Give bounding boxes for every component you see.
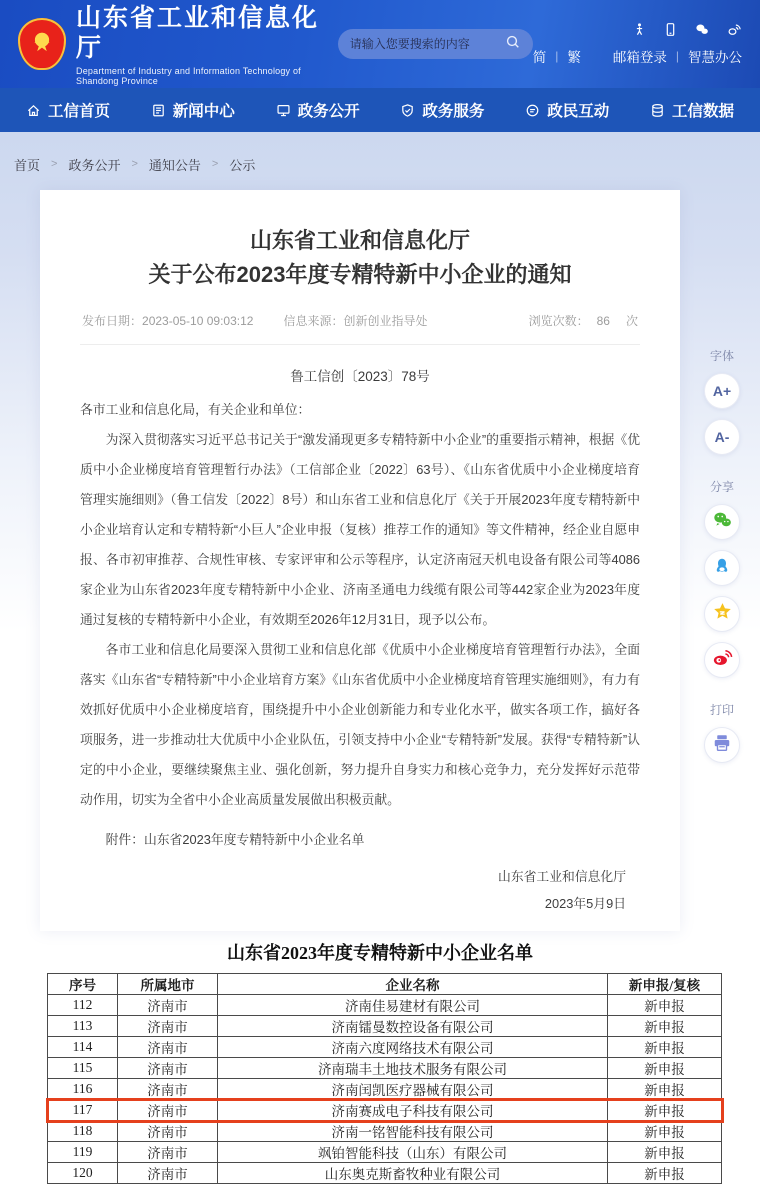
breadcrumb-disclosure[interactable]: 政务公开 — [68, 157, 121, 173]
source-value: 创新创业指导处 — [343, 314, 428, 328]
search-input[interactable] — [350, 37, 505, 51]
search-box[interactable] — [338, 29, 533, 59]
paragraph-2: 各市工业和信息化局要深入贯彻工业和信息化部《优质中小企业梯度培育管理暂行办法》，全面落实《山东省“专精特新”中小企业培育方案》《山东省优质中小企业梯度培育管理实施细则》，有力有效抓好优质中小企业梯度培育，围绕提升中小企业创新能力和专业化水平，做实各项工作，搞好各项服务，进一步推动壮大优质中小企业队伍，引领支持中小企业“专精特新”发展。获得“专精特新”认定的中小企业，要继续聚焦主业、强化创新，努力提升自身实力和核心竞争力，充分发挥好示范带动作用，切实为全省中小企业高质量发展做出积极贡献。 — [80, 642, 640, 807]
smart-office-link[interactable]: 智慧办公 — [688, 50, 742, 65]
site-subtitle: Department of Industry and Information Technology of Shandong Province — [76, 65, 301, 86]
cell-status: 新申报 — [608, 1121, 722, 1142]
table-title: 山东省2023年度专精特新中小企业名单 — [227, 943, 533, 963]
signature-org: 山东省工业和信息化厅 — [498, 869, 626, 884]
share-label: 分享 — [709, 480, 734, 494]
source-label: 信息来源： — [283, 314, 344, 328]
col-header-status: 新申报/复核 — [608, 974, 722, 995]
nav-item-services[interactable] — [400, 99, 484, 121]
cell-status: 新申报 — [608, 1016, 722, 1037]
nav-label: 新闻中心 — [172, 103, 235, 120]
cell-company: 飒铂智能科技（山东）有限公司 — [218, 1142, 608, 1163]
print-button[interactable] — [704, 727, 740, 763]
cell-index: 113 — [48, 1016, 118, 1037]
cell-index: 115 — [48, 1058, 118, 1079]
table-row — [48, 1079, 722, 1100]
cell-status: 新申报 — [608, 1079, 722, 1100]
header-links — [533, 46, 742, 66]
mail-login-link[interactable]: 邮箱登录 — [612, 50, 667, 65]
main-nav — [0, 88, 760, 132]
weibo-share-button[interactable] — [704, 642, 740, 678]
breadcrumb-announcement[interactable]: 公示 — [229, 157, 256, 173]
document-body — [80, 395, 640, 855]
views-counter — [529, 312, 638, 329]
cell-company: 山东奥克斯畜牧种业有限公司 — [218, 1163, 608, 1184]
cell-index: 112 — [48, 995, 118, 1016]
paragraph-1: 为深入贯彻落实习近平总书记关于“激发涌现更多专精特新中小企业”的重要指示精神，根据《优质中小企业梯度培育管理暂行办法》（工信部企业〔2022〕63号）、《山东省优质中小企业梯度培育管理实施细则》（鲁工信发〔2022〕8号）和山东省工业和信息化厅《关于开展2023年度专精特新中小企业培育认定和专精特新“小巨人”企业申报（复核）推荐工作的通知》等文件精神，经企业自愿申报、各市初审推荐、合规性审核、专家评审和公示等程序，认定济南冠天机电设备有限公司等4086家企业为山东省2023年度专精特新中小企业、济南圣通电力线缆有限公司等442家企业为2023年度通过复核的专精特新中小企业，有效期至2026年12月31日，现予以公布。 — [80, 432, 640, 627]
qq-share-button[interactable] — [704, 550, 740, 586]
table-row — [48, 1142, 722, 1163]
nav-item-interaction[interactable] — [525, 99, 609, 121]
nav-item-home[interactable] — [26, 99, 110, 121]
signature-date: 2023年5月9日 — [544, 896, 626, 911]
qzone-share-icon — [712, 601, 733, 627]
site-logo[interactable] — [18, 3, 322, 86]
cell-status: 新申报 — [608, 1037, 722, 1058]
cell-index: 120 — [48, 1163, 118, 1184]
breadcrumb — [0, 132, 760, 190]
cell-status: 新申报 — [608, 1142, 722, 1163]
font-decrease-button[interactable]: A- — [704, 419, 740, 455]
cell-status: 新申报 — [608, 995, 722, 1016]
nav-label: 政民互动 — [547, 103, 610, 120]
database-icon — [650, 103, 665, 118]
cell-company: 济南闰凯医疗器械有限公司 — [218, 1079, 608, 1100]
monitor-icon — [276, 103, 291, 118]
company-table-body — [48, 995, 722, 1184]
font-size-label: 字体 — [709, 349, 734, 363]
breadcrumb-notices[interactable]: 通知公告 — [148, 157, 201, 173]
cell-status: 新申报 — [608, 1058, 722, 1079]
cell-city: 济南市 — [118, 1142, 218, 1163]
print-icon — [712, 733, 732, 758]
views-label: 浏览次数： — [528, 314, 589, 328]
nav-item-data[interactable] — [650, 99, 734, 121]
attachment-link[interactable]: 附件：山东省2023年度专精特新中小企业名单 — [105, 832, 365, 847]
page-title-line1: 山东省工业和信息化厅 — [249, 228, 470, 253]
cell-index: 114 — [48, 1037, 118, 1058]
main-area — [0, 132, 760, 1182]
nav-label: 政务服务 — [422, 103, 485, 120]
national-emblem-icon: ★ — [18, 18, 66, 70]
cell-index: 117 — [48, 1100, 118, 1121]
table-row — [48, 1037, 722, 1058]
wechat-share-button[interactable] — [704, 504, 740, 540]
qzone-share-button[interactable] — [704, 596, 740, 632]
page-title-line2: 关于公布2023年度专精特新中小企业的通知 — [148, 262, 572, 287]
company-table-section — [0, 939, 760, 1184]
cell-city: 济南市 — [118, 1058, 218, 1079]
table-row — [48, 1058, 722, 1079]
wechat-share-icon — [712, 510, 733, 534]
table-row — [48, 995, 722, 1016]
views-value: 86 — [596, 313, 610, 328]
wechat-icon[interactable] — [694, 22, 710, 37]
weibo-icon[interactable] — [726, 22, 742, 37]
weibo-share-icon — [712, 648, 733, 672]
col-header-company: 企业名称 — [218, 974, 608, 995]
breadcrumb-separator: > — [51, 158, 58, 170]
table-row — [48, 1100, 722, 1121]
breadcrumb-separator: > — [131, 158, 138, 170]
lang-traditional-link[interactable]: 繁 — [567, 50, 581, 65]
header-divider: | — [675, 49, 679, 63]
site-title: 山东省工业和信息化厅 — [76, 3, 320, 62]
table-row — [48, 1121, 722, 1142]
cell-index: 118 — [48, 1121, 118, 1142]
nav-label: 工信数据 — [671, 103, 734, 120]
cell-city: 济南市 — [118, 1100, 218, 1121]
cell-city: 济南市 — [118, 1121, 218, 1142]
col-header-index: 序号 — [48, 974, 118, 995]
cell-company: 济南佳易建材有限公司 — [218, 995, 608, 1016]
nav-label: 政务公开 — [297, 103, 360, 120]
header-divider: | — [555, 49, 559, 63]
cell-city: 济南市 — [118, 1079, 218, 1100]
nav-label: 工信首页 — [48, 103, 111, 120]
accessibility-icon[interactable] — [632, 22, 647, 37]
service-badge-icon — [400, 103, 415, 118]
interaction-icon — [525, 103, 540, 118]
header-right — [533, 22, 742, 66]
article-meta — [80, 312, 640, 345]
news-icon — [151, 103, 166, 118]
cell-company: 济南六度网络技术有限公司 — [218, 1037, 608, 1058]
cell-company: 济南一铭智能科技有限公司 — [218, 1121, 608, 1142]
views-unit: 次 — [625, 314, 638, 328]
signature-block — [80, 863, 640, 917]
print-label: 打印 — [709, 703, 734, 717]
article-panel — [40, 190, 680, 931]
salutation: 各市工业和信息化局，有关企业和单位： — [80, 402, 311, 417]
home-icon — [26, 103, 41, 118]
publish-date-value: 2023-05-10 09:03:12 — [142, 313, 254, 328]
cell-status: 新申报 — [608, 1163, 722, 1184]
font-increase-button[interactable]: A+ — [704, 373, 740, 409]
cell-company: 济南镭曼数控设备有限公司 — [218, 1016, 608, 1037]
cell-city: 济南市 — [118, 1037, 218, 1058]
table-header-row — [48, 974, 722, 995]
site-header — [0, 0, 760, 88]
cell-index: 119 — [48, 1142, 118, 1163]
cell-company: 济南瑞丰土地技术服务有限公司 — [218, 1058, 608, 1079]
table-row — [48, 1163, 722, 1184]
qq-share-icon — [712, 556, 732, 581]
document-number: 鲁工信创〔2023〕78号 — [290, 369, 430, 384]
publish-date-label: 发布日期： — [82, 314, 143, 328]
col-header-city: 所属地市 — [118, 974, 218, 995]
page-title — [80, 224, 640, 292]
company-table — [47, 973, 722, 1184]
nav-item-disclosure[interactable] — [276, 99, 360, 121]
cell-city: 济南市 — [118, 1016, 218, 1037]
site-title-block — [76, 3, 322, 86]
nav-item-news[interactable] — [151, 99, 235, 121]
cell-status: 新申报 — [608, 1100, 722, 1121]
lang-simplified-link[interactable]: 简 — [532, 50, 547, 65]
breadcrumb-separator: > — [211, 158, 219, 170]
cell-city: 济南市 — [118, 1163, 218, 1184]
cell-city: 济南市 — [118, 995, 218, 1016]
search-icon[interactable] — [505, 34, 521, 55]
cell-company: 济南赛成电子科技有限公司 — [218, 1100, 608, 1121]
cell-index: 116 — [48, 1079, 118, 1100]
table-row — [48, 1016, 722, 1037]
quick-icons — [632, 22, 742, 37]
side-toolbar — [700, 342, 744, 768]
breadcrumb-home[interactable]: 首页 — [14, 157, 41, 173]
mobile-icon[interactable] — [663, 22, 678, 37]
